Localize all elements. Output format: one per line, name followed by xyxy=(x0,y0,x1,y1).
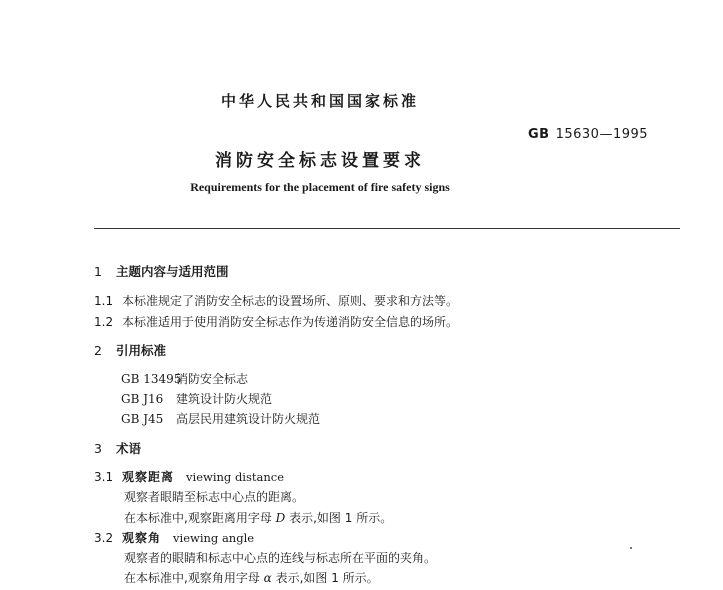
term-cn: 观察距离 xyxy=(122,470,175,484)
clause-text: 本标准规定了消防安全标志的设置场所、原则、要求和方法等。 xyxy=(122,294,459,308)
header-divider xyxy=(94,228,680,229)
reference-name: 建筑设计防火规范 xyxy=(176,392,273,406)
clause-number: 3.1 xyxy=(94,470,114,484)
note-text: 表示,如图 1 所示。 xyxy=(289,511,393,525)
note-3-1 xyxy=(124,509,392,526)
section-title: 术语 xyxy=(116,441,142,456)
scan-speck xyxy=(630,547,632,549)
section-2-heading xyxy=(94,341,166,359)
section-title: 引用标准 xyxy=(116,343,167,358)
country-standard-title: 中华人民共和国国家标准 xyxy=(220,92,419,110)
standard-prefix: GB xyxy=(528,127,550,142)
definition-3-1: 观察者眼睛至标志中心点的距离。 xyxy=(124,490,305,504)
term-en: viewing distance xyxy=(186,470,285,484)
clause-text: 本标准适用于使用消防安全标志作为传递消防安全信息的场所。 xyxy=(122,315,459,329)
clause-3-2 xyxy=(94,529,254,546)
clause-1-1 xyxy=(94,292,458,309)
reference-name: 消防安全标志 xyxy=(176,372,249,386)
reference-code: GB J45 xyxy=(121,412,164,426)
section-title: 主题内容与适用范围 xyxy=(116,264,229,279)
document-title-cn: 消防安全标志设置要求 xyxy=(215,151,425,171)
standard-code: 15630—1995 xyxy=(555,127,649,142)
reference-name: 高层民用建筑设计防火规范 xyxy=(176,412,321,426)
term-en: viewing angle xyxy=(173,531,255,545)
note-symbol: D xyxy=(275,511,286,525)
section-number: 3 xyxy=(94,441,102,456)
clause-number: 1.2 xyxy=(94,315,114,329)
section-number: 1 xyxy=(94,264,102,279)
reference-item xyxy=(121,410,320,427)
reference-item xyxy=(121,370,248,387)
section-3-heading xyxy=(94,439,141,457)
standard-number xyxy=(528,127,648,142)
note-text: 在本标准中,观察角用字母 xyxy=(124,571,260,585)
clause-3-1 xyxy=(94,468,284,485)
clause-number: 1.1 xyxy=(94,294,114,308)
note-symbol: α xyxy=(263,571,272,585)
term-cn: 观察角 xyxy=(122,531,162,545)
clause-1-2 xyxy=(94,313,458,330)
section-1-heading xyxy=(94,262,229,280)
document-title-en: Requirements for the placement of fire safety signs xyxy=(190,180,450,194)
reference-code: GB 13495 xyxy=(121,372,182,386)
note-text: 表示,如图 1 所示。 xyxy=(275,571,379,585)
section-number: 2 xyxy=(94,343,102,358)
definition-3-2: 观察者的眼睛和标志中心点的连线与标志所在平面的夹角。 xyxy=(124,551,437,565)
note-3-2 xyxy=(124,569,379,586)
clause-number: 3.2 xyxy=(94,531,114,545)
reference-item xyxy=(121,390,272,407)
reference-code: GB J16 xyxy=(121,392,164,406)
note-text: 在本标准中,观察距离用字母 xyxy=(124,511,272,525)
